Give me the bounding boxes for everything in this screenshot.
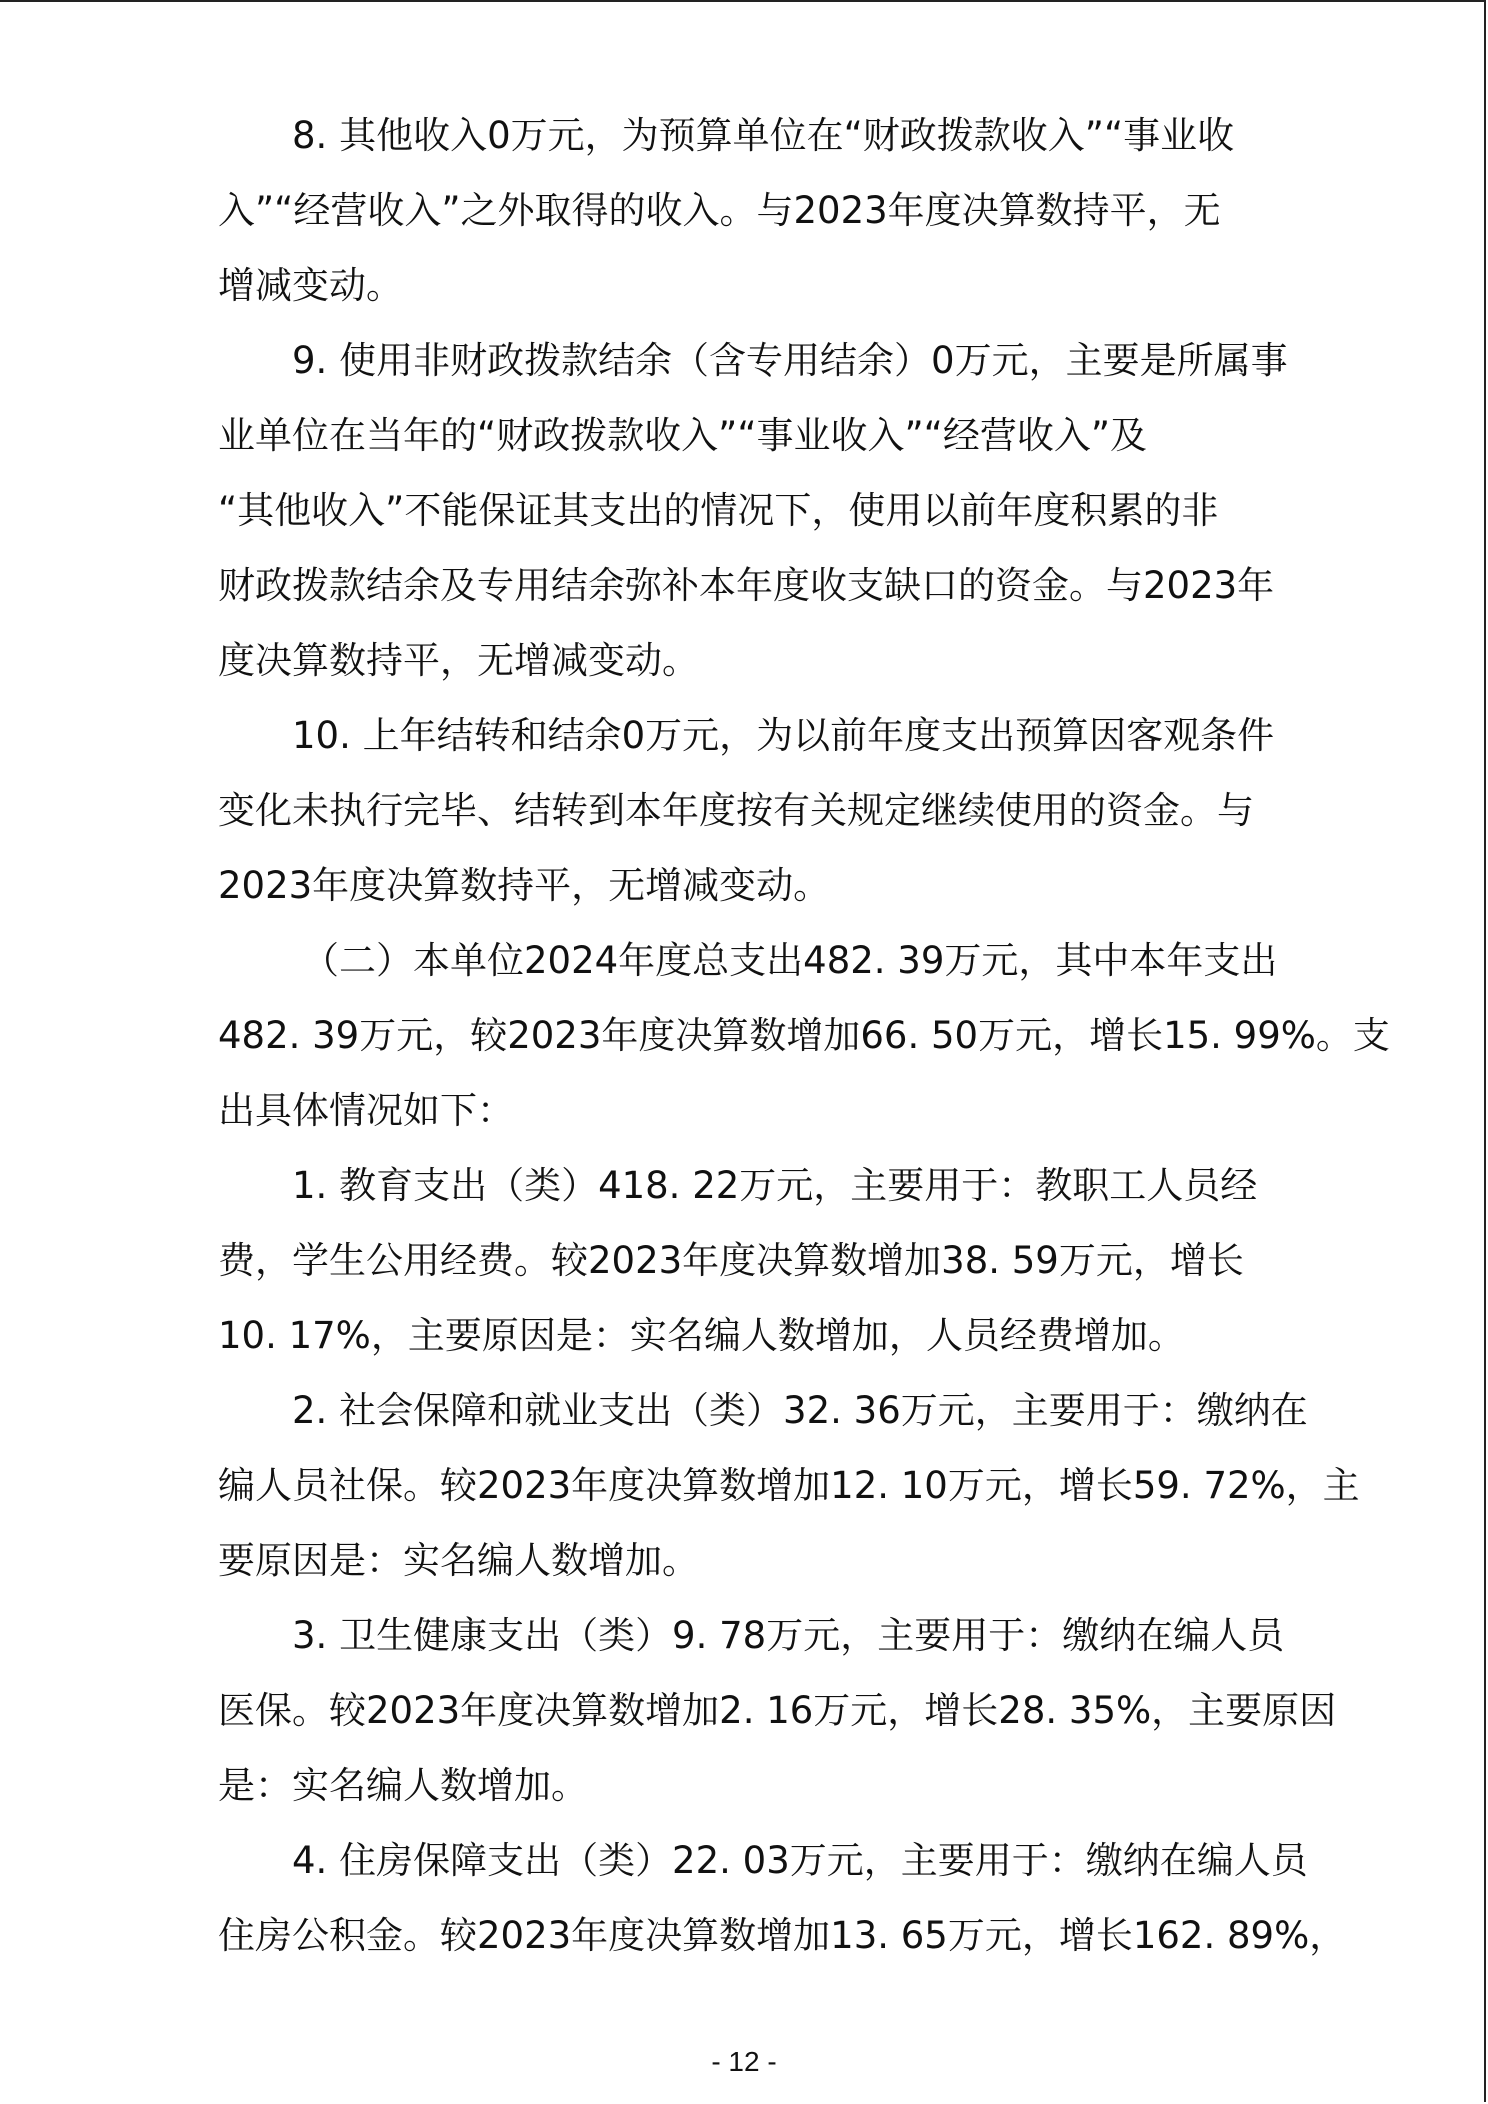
section-heading: （二）本单位2024年度总支出482. 39万元，其中本年支出 (302, 939, 1278, 982)
text-line: 增减变动。 (218, 264, 403, 307)
text-line: 3. 卫生健康支出（类）9. 78万元，主要用于：缴纳在编人员 (292, 1614, 1285, 1657)
text-line: 变化未执行完毕、结转到本年度按有关规定继续使用的资金。与 (218, 789, 1254, 832)
text-line: 2. 社会保障和就业支出（类）32. 36万元，主要用于：缴纳在 (292, 1389, 1308, 1432)
text-line: 财政拨款结余及专用结余弥补本年度收支缺口的资金。与2023年 (218, 564, 1275, 607)
text-line: 4. 住房保障支出（类）22. 03万元，主要用于：缴纳在编人员 (292, 1839, 1308, 1882)
text-line: “其他收入”不能保证其支出的情况下，使用以前年度积累的非 (218, 489, 1219, 532)
text-line: 住房公积金。较2023年度决算数增加13. 65万元，增长162. 89%， (218, 1914, 1347, 1957)
text-line: 10. 17%，主要原因是：实名编人数增加，人员经费增加。 (218, 1314, 1185, 1357)
text-line: 9. 使用非财政拨款结余（含专用结余）0万元，主要是所属事 (292, 339, 1288, 382)
text-line: 482. 39万元，较2023年度决算数增加66. 50万元，增长15. 99%。支 (218, 1014, 1390, 1057)
text-line: 是：实名编人数增加。 (218, 1764, 588, 1807)
text-line: 度决算数持平，无增减变动。 (218, 639, 699, 682)
text-line: 10. 上年结转和结余0万元，为以前年度支出预算因客观条件 (292, 714, 1275, 757)
text-line: 医保。较2023年度决算数增加2. 16万元，增长28. 35%，主要原因 (218, 1689, 1337, 1732)
text-line: 1. 教育支出（类）418. 22万元，主要用于：教职工人员经 (292, 1164, 1258, 1207)
document-body (218, 98, 1390, 1973)
text-line: 入”“经营收入”之外取得的收入。与2023年度决算数持平，无 (218, 189, 1221, 232)
text-line: 费，学生公用经费。较2023年度决算数增加38. 59万元，增长 (218, 1239, 1244, 1282)
text-line: 业单位在当年的“财政拨款收入”“事业收入”“经营收入”及 (218, 414, 1148, 457)
text-line: 要原因是：实名编人数增加。 (218, 1539, 699, 1582)
text-line: 出具体情况如下： (218, 1089, 514, 1132)
text-line: 8. 其他收入0万元，为预算单位在“财政拨款收入”“事业收 (292, 114, 1235, 157)
text-line: 2023年度决算数持平，无增减变动。 (218, 864, 831, 907)
text-line: 编人员社保。较2023年度决算数增加12. 10万元，增长59. 72%，主 (218, 1464, 1360, 1507)
page-number: - 12 - (711, 2046, 777, 2077)
